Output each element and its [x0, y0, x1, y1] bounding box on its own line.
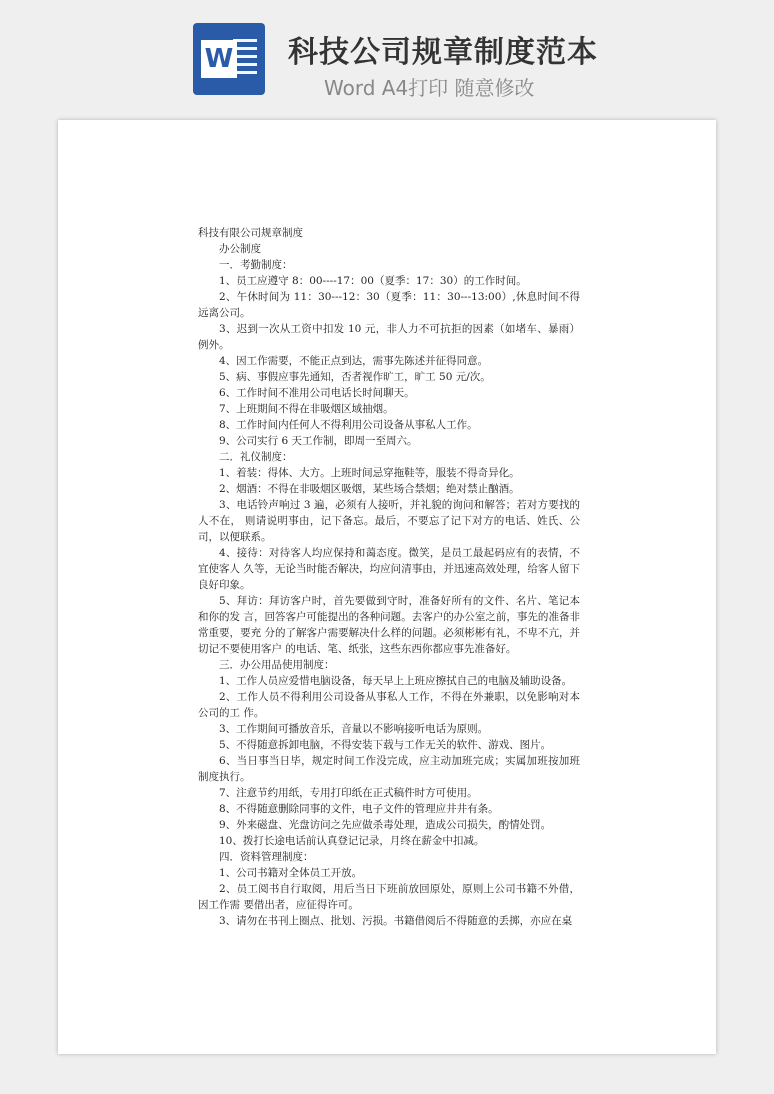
- document-paragraph: 3、迟到一次从工资中扣发 10 元，非人力不可抗拒的因素（如堵车、暴雨）例外。: [198, 323, 580, 351]
- document-paragraph: 3、工作期间可播放音乐，音量以不影响接听电话为原则。: [219, 723, 489, 735]
- document-paragraph: 2、工作人员不得利用公司设备从事私人工作，不得在外兼职，以免影响对本公司的工 作。: [198, 691, 580, 719]
- document-paragraph: 9、公司实行 6 天工作制，即周一至周六。: [219, 435, 418, 447]
- document-paragraph: 10、拨打长途电话前认真登记记录，月终在薪金中扣减。: [219, 835, 485, 847]
- document-paragraph: 9、外来磁盘、光盘访问之先应做杀毒处理，造成公司损失，酌情处罚。: [219, 819, 552, 831]
- document-paragraph: 2、烟酒：不得在非吸烟区吸烟，某些场合禁烟；绝对禁止酗酒。: [219, 483, 520, 495]
- document-body: [198, 225, 580, 929]
- document-paragraph: 1、公司书籍对全体员工开放。: [219, 867, 363, 879]
- word-icon-letter: W: [201, 40, 237, 78]
- page-title: 科技公司规章制度范本: [288, 35, 598, 70]
- page-subtitle: Word A4打印 随意修改: [324, 76, 535, 100]
- document-paragraph: 1、着装：得体、大方。上班时间忌穿拖鞋等，服装不得奇异化。: [219, 467, 520, 479]
- document-paragraph: 5、病、事假应事先通知，否者视作旷工，旷工 50 元/次。: [219, 371, 491, 383]
- document-paragraph: 6、工作时间不准用公司电话长时间聊天。: [219, 387, 415, 399]
- document-paragraph: 5、拜访：拜访客户时，首先要做到守时，准备好所有的文件、名片、笔记本和你的发 言，回答客户可能提出的各种问题。去客户的办公室之前，事先的准备非常重要，要充 分的了解客户需要解决什么样的问题。必须彬彬有礼，不卑不亢，并切记不要使用客户 的电话、笔、纸张，这些东西你都应事先准备好。: [198, 595, 580, 655]
- word-icon-lines: [233, 39, 257, 79]
- document-paragraph: 四．资料管理制度：: [219, 851, 314, 863]
- document-paragraph: 4、因工作需要，不能正点到达，需事先陈述并征得同意。: [219, 355, 489, 367]
- document-paragraph: 7、上班期间不得在非吸烟区域抽烟。: [219, 403, 394, 415]
- document-paragraph: 3、请勿在书刊上圈点、批划、污损。书籍借阅后不得随意的丢掷，亦应在桌: [219, 915, 573, 927]
- document-paragraph: 科技有限公司规章制度: [198, 227, 303, 239]
- document-paragraph: 8、不得随意删除同事的文件，电子文件的管理应井井有条。: [219, 803, 499, 815]
- word-document-icon: [193, 23, 265, 95]
- document-paragraph: 二．礼仪制度：: [219, 451, 293, 463]
- document-paragraph: 1、员工应遵守 8：00----17：00（夏季：17：30）的工作时间。: [219, 275, 527, 287]
- document-paragraph: 办公制度: [219, 243, 261, 255]
- document-paragraph: 5、不得随意拆卸电脑，不得安装下载与工作无关的软件、游戏、图片。: [219, 739, 552, 751]
- document-paragraph: 6、当日事当日毕，规定时间工作没完成，应主动加班完成；实属加班按加班制度执行。: [198, 755, 580, 783]
- document-paragraph: 1、工作人员应爱惜电脑设备，每天早上上班应擦拭自己的电脑及辅助设备。: [219, 675, 573, 687]
- document-paragraph: 7、注意节约用纸，专用打印纸在正式稿件时方可使用。: [219, 787, 478, 799]
- document-page: [58, 120, 716, 1054]
- document-paragraph: 8、工作时间内任何人不得利用公司设备从事私人工作。: [219, 419, 478, 431]
- document-header: [0, 0, 774, 110]
- document-paragraph: 2、午休时间为 11：30---12：30（夏季：11：30---13:00）,休息时间不得远离公司。: [198, 291, 580, 319]
- document-paragraph: 三．办公用品使用制度：: [219, 659, 335, 671]
- document-paragraph: 4、接待：对待客人均应保持和蔼态度。微笑，是员工最起码应有的表情，不宜使客人 久等，无论当时能否解决，均应问清事由，并迅速高效处理，给客人留下良好印象。: [198, 547, 580, 591]
- document-paragraph: 2、员工阅书自行取阅，用后当日下班前放回原处，原则上公司书籍不外借，因工作需 要借出者，应征得许可。: [198, 883, 580, 911]
- document-paragraph: 一．考勤制度：: [219, 259, 293, 271]
- document-paragraph: 3、电话铃声响过 3 遍，必须有人接听，并礼貌的询问和解答；若对方要找的人不在， 则请说明事由，记下备忘。最后，不要忘了记下对方的电话、姓氏、公司，以便联系。: [198, 499, 580, 543]
